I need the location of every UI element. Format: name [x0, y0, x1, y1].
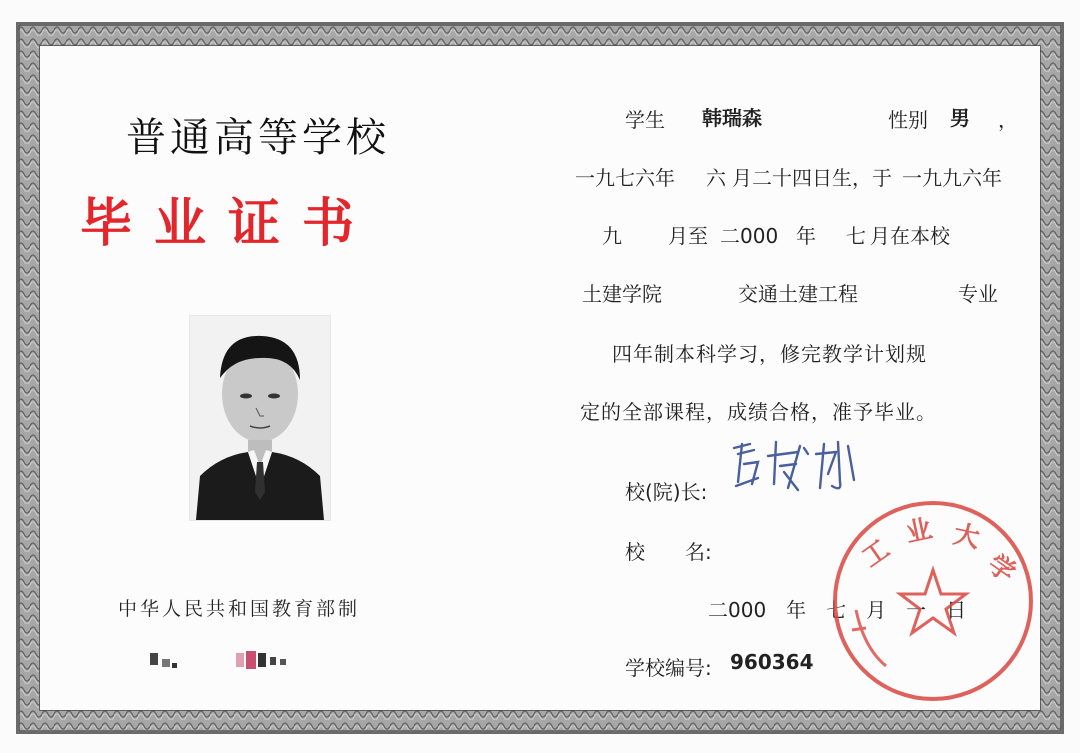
issue-date: 二000 年 七 月 一 日 — [708, 598, 967, 622]
seal-char-2: 业 — [903, 514, 935, 549]
comma: ， — [998, 108, 1018, 132]
president-label: 校(院)长: — [625, 480, 708, 504]
to-text: 月至 — [668, 224, 708, 248]
gender-value: 男 — [950, 106, 970, 130]
certificate-body — [40, 46, 1040, 710]
body-line-study: 四年制本科学习，修完教学计划规 — [612, 342, 927, 366]
grad-month: 七 — [846, 224, 866, 248]
major-label: 专业 — [958, 282, 998, 306]
issuing-ministry: 中华人民共和国教育部制 — [118, 598, 361, 620]
heading-main: 毕业证书 — [80, 194, 377, 254]
enroll-year: 一九九六年 — [902, 166, 1002, 190]
college: 土建学院 — [582, 282, 662, 306]
year-word: 年 — [796, 224, 816, 248]
school-name-label: 校 名: — [625, 540, 712, 564]
school-code-value: 960364 — [730, 650, 814, 674]
major: 交通土建工程 — [738, 282, 858, 306]
heading-sub: 普通高等学校 — [126, 115, 390, 161]
birth-day-text: 月二十四日生，于 — [732, 166, 892, 190]
student-name: 韩瑞森 — [702, 106, 762, 130]
seal-char-4: 学 — [981, 549, 1021, 589]
body-line-graduate: 定的全部课程，成绩合格，准予毕业。 — [580, 400, 937, 424]
grad-year: 二000 — [720, 224, 779, 248]
gender-label: 性别 — [888, 108, 928, 132]
enroll-month: 九 — [602, 224, 622, 248]
seal-char-3: 大 — [950, 519, 983, 555]
redacted-serial — [150, 651, 320, 669]
seal-char-1: 工 — [856, 534, 896, 574]
president-signature — [728, 434, 878, 498]
student-label: 学生 — [625, 108, 665, 132]
school-code-label: 学校编号: — [625, 656, 712, 680]
student-photo — [190, 316, 330, 520]
birth-month: 六 — [706, 166, 726, 190]
birth-year: 一九七六年 — [575, 166, 675, 190]
school-seal — [830, 498, 1036, 704]
at-school: 月在本校 — [870, 224, 950, 248]
